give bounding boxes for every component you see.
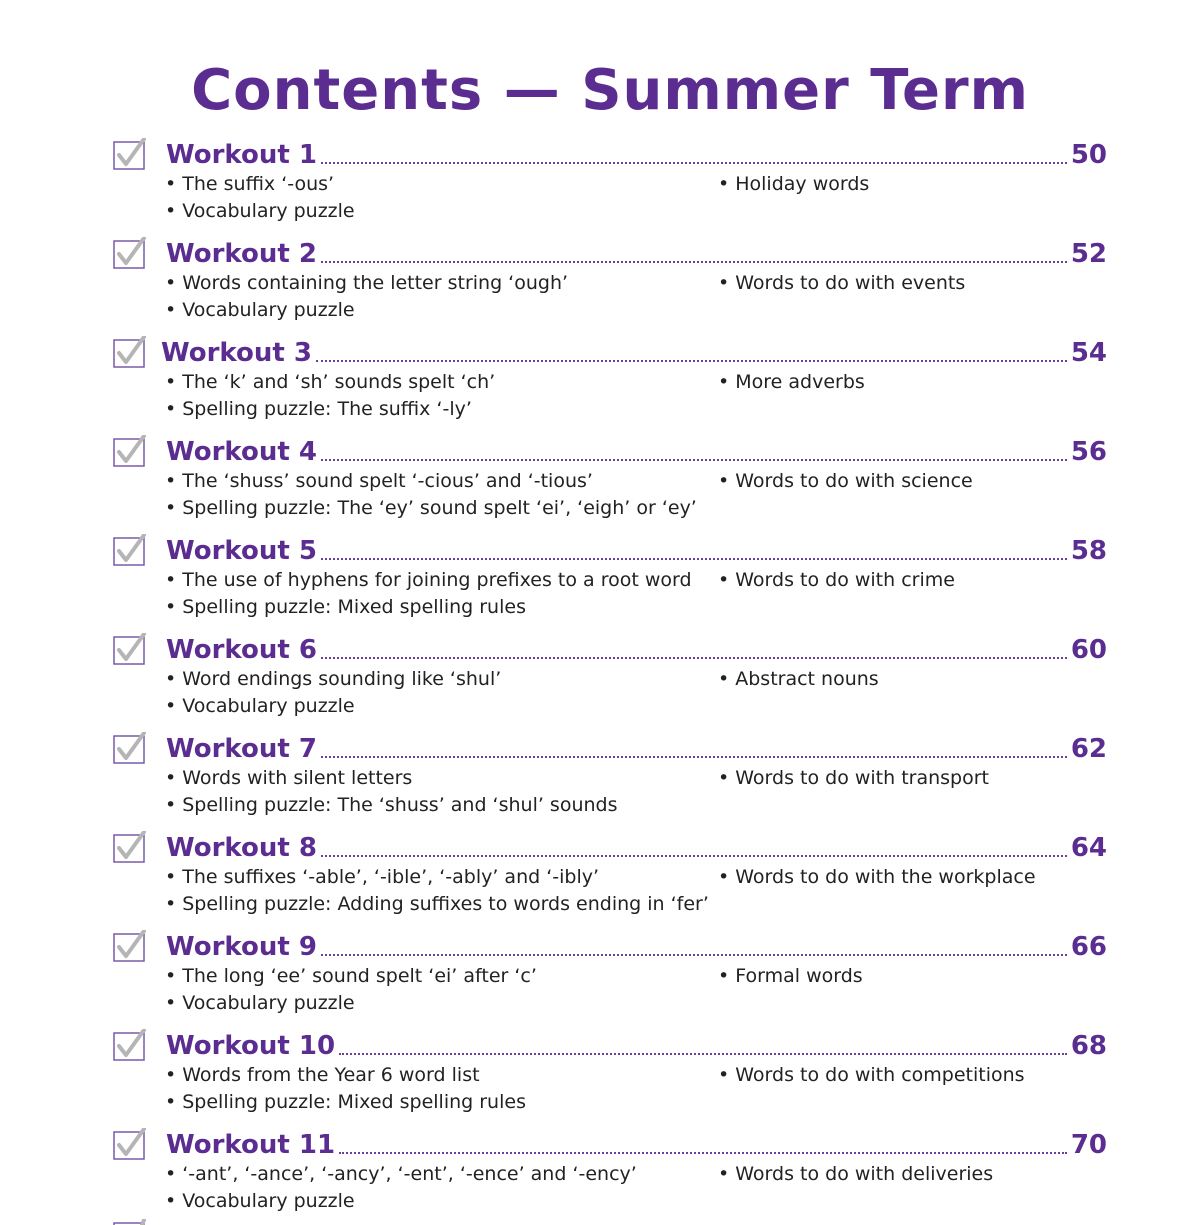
dot-leader [321,754,1067,758]
dot-leader [321,457,1067,461]
contents-entry [0,1124,1200,1223]
checkbox-checked-icon[interactable] [113,138,147,170]
contents-entry [0,629,1200,728]
topic-item: • Words to do with transport [718,767,990,789]
contents-entry [0,530,1200,629]
checkbox-checked-icon[interactable] [113,336,147,368]
page-number: 60 [1070,635,1107,665]
dot-leader [321,259,1067,263]
dot-leader [316,358,1067,362]
topic-item: • Vocabulary puzzle [165,992,355,1014]
topic-item: • Spelling puzzle: Mixed spelling rules [165,596,526,618]
page-number: 64 [1070,833,1107,863]
contents-entry [0,431,1200,530]
entry-heading[interactable] [166,1124,1107,1160]
entry-heading[interactable] [166,530,1107,566]
topic-item: • Holiday words [718,173,870,195]
checkbox-checked-icon[interactable] [113,1128,147,1160]
topic-item: • The long ‘ee’ sound spelt ‘ei’ after ‘c’ [165,965,537,987]
workout-title: Workout 4 [166,437,317,467]
checkbox-checked-icon[interactable] [113,435,147,467]
topic-item: • Words to do with competitions [718,1064,1025,1086]
dot-leader [321,556,1067,560]
checkbox-checked-icon[interactable] [113,237,147,269]
entry-heading[interactable] [166,431,1107,467]
contents-entry [0,926,1200,1025]
page-number: 50 [1070,140,1107,170]
dot-leader [321,952,1067,956]
workout-title: Workout 6 [166,635,317,665]
page-number: 62 [1070,734,1107,764]
topic-item: • ‘-ant’, ‘-ance’, ‘-ancy’, ‘-ent’, ‘-ence’ and ‘-ency’ [165,1163,637,1185]
topic-item: • Words from the Year 6 word list [165,1064,480,1086]
entry-heading[interactable] [166,629,1107,665]
workout-title: Workout 8 [166,833,317,863]
topic-item: • Words to do with science [718,470,973,492]
checkbox-checked-icon[interactable] [113,633,147,665]
checkbox-checked-icon[interactable] [113,534,147,566]
topic-item: • Words to do with the workplace [718,866,1036,888]
entry-heading[interactable] [166,728,1107,764]
contents-entry [0,728,1200,827]
entry-heading[interactable] [166,134,1107,170]
entry-heading[interactable] [166,1025,1107,1061]
dot-leader [321,853,1067,857]
topic-item: • Spelling puzzle: The suffix ‘-ly’ [165,398,472,420]
topic-item: • Vocabulary puzzle [165,1190,355,1212]
topic-item: • Abstract nouns [718,668,879,690]
page-number: 54 [1070,338,1107,368]
dot-leader [339,1051,1067,1055]
topic-item: • Spelling puzzle: Adding suffixes to words ending in ‘fer’ [165,893,709,915]
page-number: 68 [1070,1031,1107,1061]
topic-item: • Words with silent letters [165,767,413,789]
contents-entry [0,827,1200,926]
checkbox-checked-icon[interactable] [113,930,147,962]
workout-title: Workout 2 [166,239,317,269]
entry-heading[interactable] [166,926,1107,962]
workout-title: Workout 10 [166,1031,336,1061]
page-number: 58 [1070,536,1107,566]
workout-title: Workout 7 [166,734,317,764]
topic-item: • The ‘k’ and ‘sh’ sounds spelt ‘ch’ [165,371,496,393]
topic-item: • Words to do with crime [718,569,955,591]
topic-item: • The use of hyphens for joining prefixes to a root word [165,569,692,591]
topic-item: • The suffixes ‘-able’, ‘-ible’, ‘-ably’ and ‘-ibly’ [165,866,600,888]
topic-item: • Words to do with events [718,272,966,294]
page-number: 70 [1070,1130,1107,1160]
contents-entry [0,134,1200,233]
topic-item: • Words containing the letter string ‘ough’ [165,272,569,294]
topic-item: • Vocabulary puzzle [165,299,355,321]
contents-entry [0,1025,1200,1124]
contents-entry [0,332,1200,431]
workout-title: Workout 5 [166,536,317,566]
entry-heading[interactable] [166,233,1107,269]
checkbox-partial-icon [113,1219,147,1225]
topic-item: • The suffix ‘-ous’ [165,173,335,195]
page-number: 56 [1070,437,1107,467]
dot-leader [321,160,1067,164]
topic-item: • The ‘shuss’ sound spelt ‘-cious’ and ‘-tious’ [165,470,593,492]
topic-item: • Words to do with deliveries [718,1163,994,1185]
topic-item: • More adverbs [718,371,865,393]
page-number: 66 [1070,932,1107,962]
entry-heading[interactable] [161,332,1107,368]
checkbox-checked-icon[interactable] [113,732,147,764]
workout-title: Workout 11 [166,1130,336,1160]
topic-item: • Spelling puzzle: The ‘ey’ sound spelt ‘ei’, ‘eigh’ or ‘ey’ [165,497,697,519]
topic-item: • Spelling puzzle: Mixed spelling rules [165,1091,526,1113]
topic-item: • Vocabulary puzzle [165,200,355,222]
dot-leader [339,1150,1067,1154]
topic-item: • Word endings sounding like ‘shul’ [165,668,502,690]
checkbox-checked-icon[interactable] [113,1029,147,1061]
topic-item: • Spelling puzzle: The ‘shuss’ and ‘shul’ sounds [165,794,618,816]
workout-title: Workout 1 [166,140,317,170]
contents-entry [0,233,1200,332]
page-number: 52 [1070,239,1107,269]
checkbox-checked-icon[interactable] [113,831,147,863]
workout-title: Workout 9 [166,932,317,962]
topic-item: • Vocabulary puzzle [165,695,355,717]
dot-leader [321,655,1067,659]
workout-title: Workout 3 [161,338,312,368]
entry-heading[interactable] [166,827,1107,863]
page-title: Contents — Summer Term [191,58,1029,123]
topic-item: • Formal words [718,965,863,987]
